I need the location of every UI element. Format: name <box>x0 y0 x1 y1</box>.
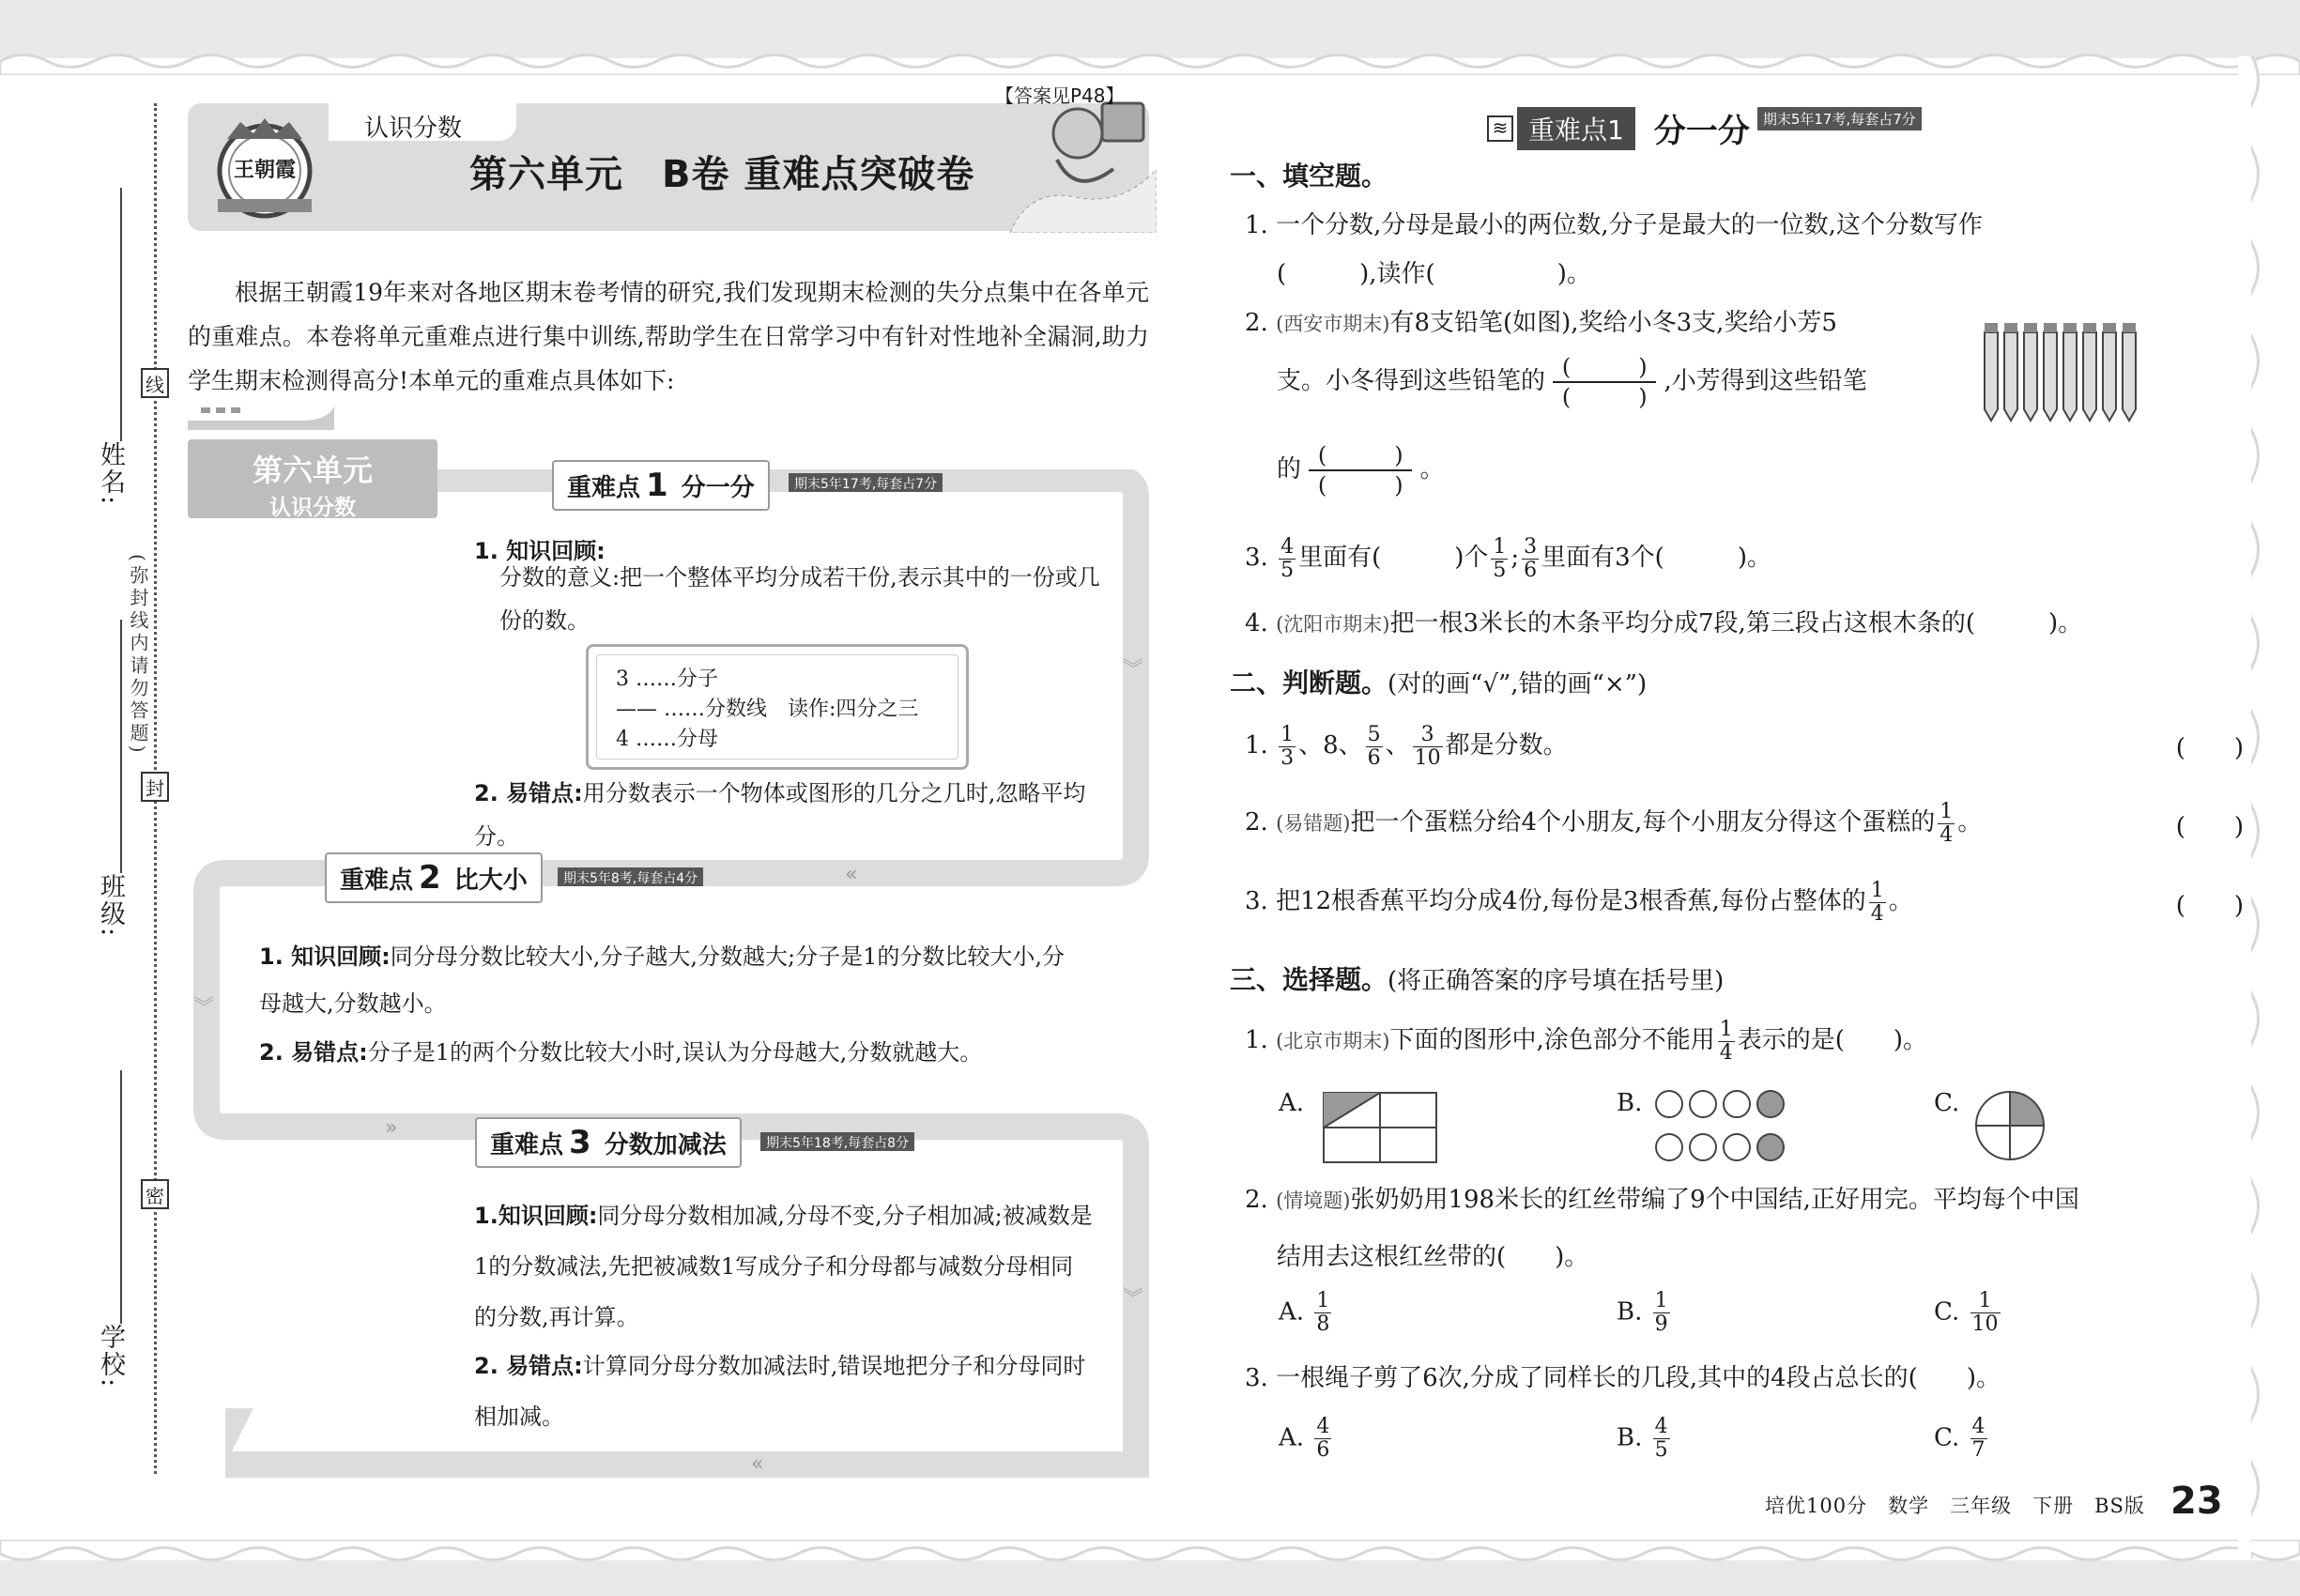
question-3-1: 1. (北京市期末)下面的图形中,涂色部分不能用 $\frac{1}{4}$ 表示的是( )。 <box>1245 1017 1928 1065</box>
name-write-line[interactable] <box>120 188 122 441</box>
seal-mark-line: 线 <box>141 368 169 398</box>
answer-paren-2-3[interactable]: ( ) <box>2175 892 2244 920</box>
brand-logo-icon <box>207 113 323 223</box>
svg-text:«: « <box>845 863 858 886</box>
class-write-line[interactable] <box>120 620 122 873</box>
key-point-1-error: 2. 易错点:用分数表示一个物体或图形的几分之几时,忽略平均分。 <box>474 780 1086 850</box>
key-point-3-tag: 重难点 3 分数加减法 <box>475 1117 742 1168</box>
key-point-2-badge: 期末5年8考,每套占4分 <box>558 867 703 886</box>
option-c-figure[interactable] <box>1973 1089 2047 1162</box>
question-1-2: 2. (西安市期末)有8支铅笔(如图),奖给小冬3支,奖给小芳5 <box>1245 309 1837 337</box>
question-1-2-line3: 的 ( ) ( ) 。 <box>1277 442 1445 499</box>
school-label: 学校: <box>96 1324 125 1389</box>
footer-book-info: 培优100分 数学 三年级 下册 BS版 <box>1765 1495 2145 1517</box>
wave-lines-icon: ≋ <box>1487 115 1513 142</box>
option-a-figure[interactable] <box>1322 1091 1438 1164</box>
pencils-icon <box>1981 319 2140 422</box>
key-point-3-badge: 期末5年18考,每套占8分 <box>760 1132 914 1151</box>
option-b-label: B. <box>1617 1089 1643 1117</box>
topic-tab: 认识分数 <box>329 100 516 141</box>
question-3-2: 2. (情境题)张奶奶用198米长的红丝带编了9个中国结,正好用完。平均每个中国 结用去这根红丝带的( )。 <box>1245 1186 2079 1271</box>
svg-text:«: « <box>751 1452 764 1476</box>
option-3-3-b[interactable]: B. $\frac{4}{5}$ <box>1617 1415 1668 1462</box>
top-wave-border <box>0 38 2300 75</box>
option-3-3-a[interactable]: A. $\frac{4}{6}$ <box>1279 1415 1330 1462</box>
school-write-line[interactable] <box>120 1070 122 1324</box>
unit-box: 第六单元 认识分数 <box>188 439 437 518</box>
svg-text:王朝霞: 王朝霞 <box>233 158 297 182</box>
section-true-false: 二、判断题。(对的画“√”,错的画“×”) <box>1230 668 1648 698</box>
intro-paragraph: 根据王朝霞19年来对各地区期末卷考情的研究,我们发现期末检测的失分点集中在各单元的重难点。本卷将单元重难点进行集中训练,帮助学生在日常学习中有针对性地补全漏洞,助力学生期末检测得高分!本单元的重难点具体如下: <box>188 279 1149 394</box>
question-3-3: 3. 一根绳子剪了6次,分成了同样长的几段,其中的4段占总长的( )。 <box>1245 1364 2001 1392</box>
option-3-2-c[interactable]: C. $\frac{1}{10}$ <box>1934 1289 1999 1336</box>
fraction-definition-box: 3 ……分子 —— ……分数线 读作:四分之三 4 ……分母 <box>586 644 969 770</box>
blank-fraction[interactable]: ( ) ( ) <box>1553 353 1656 411</box>
name-label: 姓名: <box>96 441 125 507</box>
svg-text:︾: ︾ <box>1123 1287 1144 1311</box>
key-point-2-error: 2. 易错点:分子是1的两个分数比较大小时,误认为分母越大,分数就越大。 <box>259 1039 983 1066</box>
question-2-3: 3. 把12根香蕉平均分成4份,每份是3根香蕉,每份占整体的 $\frac{1}{4}$ 。 <box>1245 878 1913 926</box>
answer-paren-2-1[interactable]: ( ) <box>2175 734 2244 762</box>
option-3-2-b[interactable]: B. $\frac{1}{9}$ <box>1617 1289 1668 1336</box>
key-point-1-tag: 重难点 1 分一分 <box>552 460 770 511</box>
option-3-2-a[interactable]: A. $\frac{1}{8}$ <box>1279 1289 1330 1336</box>
seal-mark-secret: 密 <box>141 1179 169 1209</box>
question-2-1: 1. $\frac{1}{3}$ 、8、 $\frac{5}{6}$ 、 $\frac{3}{10}$ 都是分数。 <box>1245 722 1568 770</box>
svg-text:︾: ︾ <box>193 996 215 1020</box>
option-c-label: C. <box>1934 1089 1960 1117</box>
class-label: 班级: <box>96 873 125 939</box>
section-multiple-choice: 三、选择题。(将正确答案的序号填在括号里) <box>1230 964 1725 995</box>
blank-fraction[interactable]: ( ) ( ) <box>1309 441 1412 499</box>
page-header <box>188 84 1149 231</box>
question-2-2: 2. (易错题)把一个蛋糕分给4个小朋友,每个小朋友分得这个蛋糕的 $\frac{1}{4}$ 。 <box>1245 799 1983 847</box>
key-point-1-review: 1. 知识回顾: <box>474 538 606 564</box>
svg-text:»: » <box>385 1116 398 1140</box>
option-a-label: A. <box>1279 1089 1305 1117</box>
key-point-3-review: 1.知识回顾:同分母分数相加减,分母不变,分子相加减;被减数是1的分数减法,先把被减数1写成分子和分母都与减数分母相同的分数,再计算。 <box>474 1203 1093 1330</box>
bottom-wave-border <box>0 1540 2300 1577</box>
binding-note: (弥封线内请勿答题) <box>127 554 149 757</box>
right-section-header: ≋ 重难点1 分一分 期末5年17考,每套占7分 <box>1487 105 1922 151</box>
page-title: 第六单元 B卷 重难点突破卷 <box>469 153 975 196</box>
page-number: 23 <box>2170 1480 2223 1523</box>
question-1-2-line2: 支。小冬得到这些铅笔的 ( ) ( ) ,小芳得到这些铅笔 <box>1277 354 1867 410</box>
option-b-figure[interactable] <box>1654 1087 1786 1166</box>
question-1-1: 1. 一个分数,分母是最小的两位数,分子是最大的一位数,这个分数写作 ( ),读作( )。 <box>1245 211 1983 288</box>
key-point-1-badge: 期末5年17考,每套占7分 <box>789 473 943 492</box>
train-icon <box>188 396 334 430</box>
key-point-3-error: 2. 易错点:计算同分母分数加减法时,错误地把分子和分母同时相加减。 <box>474 1353 1086 1430</box>
right-wave-border <box>2238 56 2276 1558</box>
answer-paren-2-2[interactable]: ( ) <box>2175 813 2244 841</box>
seal-mark-seal: 封 <box>141 772 169 802</box>
key-point-1-review-text: 分数的意义:把一个整体平均分成若干份,表示其中的一份或几份的数。 <box>499 564 1100 634</box>
answer-reference: 【答案见P48】 <box>995 84 1125 107</box>
question-1-3: 3. $\frac{4}{5}$ 里面有( )个 $\frac{1}{5}$ ; $\frac{3}{6}$ 里面有3个( )。 <box>1245 534 1771 582</box>
key-point-2-review: 1. 知识回顾:同分母分数比较大小,分子越大,分数越大;分子是1的分数比较大小,分母越大,分数越小。 <box>259 944 1066 1017</box>
section-fill-blank: 一、填空题。 <box>1230 161 1388 192</box>
option-3-3-c[interactable]: C. $\frac{4}{7}$ <box>1934 1415 1986 1462</box>
key-point-2-tag: 重难点 2 比大小 <box>325 852 543 903</box>
question-1-4: 4. (沈阳市期末)把一根3米长的木条平均分成7段,第三段占这根木条的( )。 <box>1245 609 2083 637</box>
svg-text:︾: ︾ <box>1123 658 1144 682</box>
